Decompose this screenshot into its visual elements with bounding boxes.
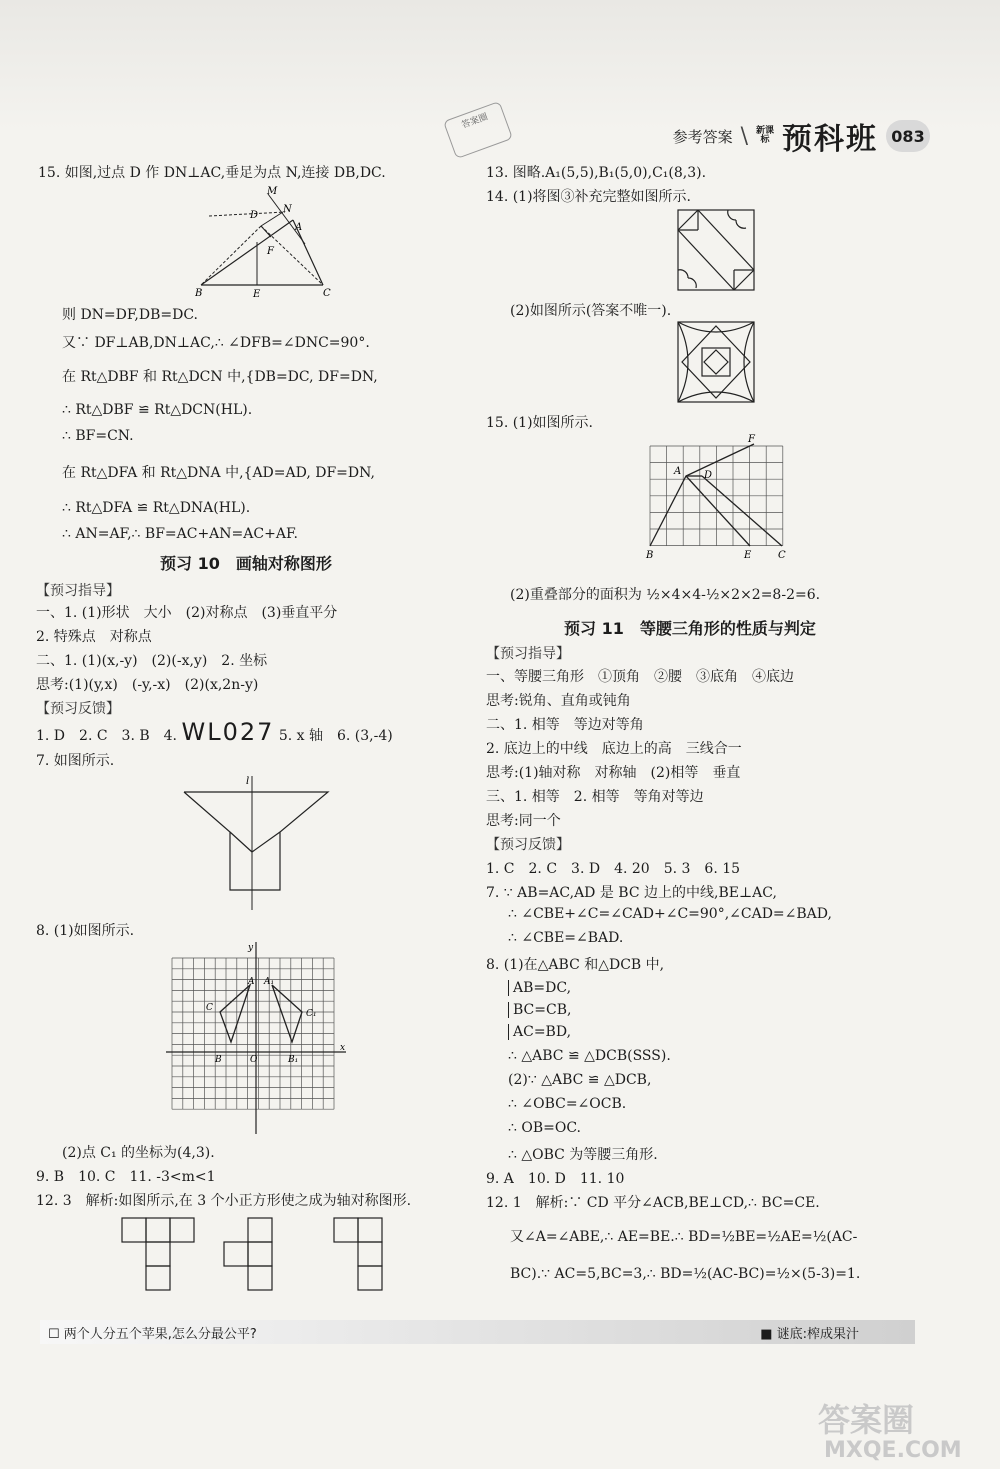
left-f2: 7. 如图所示. xyxy=(36,753,115,769)
right-f4: ∴ ∠CBE=∠BAD. xyxy=(508,930,624,946)
label-F-15: F xyxy=(748,434,755,445)
left-l9: ∴ AN=AF,∴ BF=AC+AN=AC+AF. xyxy=(62,526,298,542)
label-C-15: C xyxy=(778,550,786,561)
checkbox-icon: ☐ xyxy=(48,1326,64,1342)
riddle-answer: ■ 谜底:榨成果汁 xyxy=(760,1326,859,1342)
square-pattern-2 xyxy=(676,320,756,404)
label-B-grid: B xyxy=(215,1055,222,1065)
right-f6: AB=DC, xyxy=(508,980,571,996)
right-f7: BC=CB, xyxy=(508,1002,571,1018)
left-l8: ∴ Rt△DFA ≌ Rt△DNA(HL). xyxy=(62,500,251,516)
label-F: F xyxy=(267,246,274,257)
right-g4: 2. 底边上的中线 底边上的高 三线合一 xyxy=(486,741,742,757)
right-guide-heading: 【预习指导】 xyxy=(486,646,570,662)
label-A-grid: A xyxy=(248,977,255,987)
left-f1a: 1. D 2. C 3. B 4. xyxy=(36,728,178,744)
right-f2: 7. ∵ AB=AC,AD 是 BC 边上的中线,BE⊥AC, xyxy=(486,885,777,901)
left-feedback-heading: 【预习反馈】 xyxy=(36,701,120,717)
label-C: C xyxy=(323,288,331,299)
left-f6: 12. 3 解析:如图所示,在 3 个小正方形使之成为轴对称图形. xyxy=(36,1193,412,1209)
left-l3: 又∵ DF⊥AB,DN⊥AC,∴ ∠DFB=∠DNC=90°. xyxy=(62,335,370,351)
right-f3: ∴ ∠CBE+∠C=∠CAD+∠C=90°,∠CAD=∠BAD, xyxy=(508,906,832,922)
watermark-logo: 答案圈 xyxy=(818,1401,915,1439)
label-B1: B₁ xyxy=(288,1055,299,1065)
label-l: l xyxy=(246,776,250,787)
left-guide-heading: 【预习指导】 xyxy=(36,583,120,599)
header-mini: 新课标 xyxy=(756,126,775,145)
right-f10: (2)∵ △ABC ≌ △DCB, xyxy=(508,1072,652,1088)
right-feedback-heading: 【预习反馈】 xyxy=(486,837,570,853)
left-g4: 思考:(1)(y,x) (-y,-x) (2)(x,2n-y) xyxy=(36,677,259,693)
label-C1: C₁ xyxy=(306,1009,317,1019)
right-r5: (2)重叠部分的面积为 ½×4×4-½×2×2=8-2=6. xyxy=(510,587,821,603)
label-y: y xyxy=(248,943,254,953)
left-l2: 则 DN=DF,DB=DC. xyxy=(62,307,198,323)
label-C-grid: C xyxy=(206,1003,213,1013)
right-f14: 9. A 10. D 11. 10 xyxy=(486,1171,625,1187)
left-f1c: 5. x 轴 6. (3,-4) xyxy=(278,728,393,744)
page-header xyxy=(673,116,930,156)
right-f5: 8. (1)在△ABC 和△DCB 中, xyxy=(486,957,665,973)
left-l7: 在 Rt△DFA 和 Rt△DNA 中,{AD=AD, DF=DN, xyxy=(62,465,375,481)
label-B-15: B xyxy=(646,550,654,561)
section-title-10: 预习 10 画轴对称图形 xyxy=(160,554,332,573)
section-title-11: 预习 11 等腰三角形的性质与判定 xyxy=(564,619,816,638)
left-f4: (2)点 C₁ 的坐标为(4,3). xyxy=(62,1145,215,1161)
coordinate-grid-figure xyxy=(160,940,350,1136)
riddle-question: ☐ 两个人分五个苹果,怎么分最公平? xyxy=(48,1326,257,1342)
brand-title: 预科班 xyxy=(782,122,878,157)
right-g2: 思考:锐角、直角或钝角 xyxy=(486,693,631,709)
watermark-url: MXQE.COM xyxy=(824,1438,962,1463)
left-f1 xyxy=(36,718,393,746)
label-D: D xyxy=(250,210,259,221)
left-g3: 二、1. (1)(x,-y) (2)(-x,y) 2. 坐标 xyxy=(36,653,268,669)
right-f9: ∴ △ABC ≌ △DCB(SSS). xyxy=(508,1048,671,1064)
left-l5: ∴ Rt△DBF ≌ Rt△DCN(HL). xyxy=(62,402,253,418)
right-f17: BC).∵ AC=5,BC=3,∴ BD=½(AC-BC)=½×(5-3)=1. xyxy=(510,1266,861,1282)
right-f11: ∴ ∠OBC=∠OCB. xyxy=(508,1096,627,1112)
left-g1: 一、1. (1)形状 大小 (2)对称点 (3)垂直平分 xyxy=(36,605,338,621)
riddle-bar xyxy=(40,1320,915,1344)
right-f13: ∴ △OBC 为等腰三角形. xyxy=(508,1147,658,1163)
left-f5: 9. B 10. C 11. -3<m<1 xyxy=(36,1169,216,1185)
label-B: B xyxy=(195,288,203,299)
square-pattern-1 xyxy=(676,208,756,292)
page-number: 083 xyxy=(886,120,930,152)
label-O: O xyxy=(250,1055,258,1065)
label-x: x xyxy=(340,1043,346,1053)
header-sep: \ xyxy=(740,123,748,149)
label-M: M xyxy=(267,186,278,197)
right-r4: 15. (1)如图所示. xyxy=(486,415,593,431)
label-E-15: E xyxy=(744,550,752,561)
funnel-figure xyxy=(180,772,332,912)
right-g3: 二、1. 相等 等边对等角 xyxy=(486,717,644,733)
left-f3: 8. (1)如图所示. xyxy=(36,923,135,939)
left-l6: ∴ BF=CN. xyxy=(62,428,134,444)
right-f12: ∴ OB=OC. xyxy=(508,1120,581,1136)
right-f1: 1. C 2. C 3. D 4. 20 5. 3 6. 15 xyxy=(486,861,741,877)
left-f1b: WL027 xyxy=(181,718,275,746)
label-E: E xyxy=(253,289,261,300)
right-r1: 13. 图略.A₁(5,5),B₁(5,0),C₁(8,3). xyxy=(486,165,707,181)
triangle-figure xyxy=(195,182,345,300)
header-ref: 参考答案 xyxy=(672,127,733,146)
right-f15: 12. 1 解析:∵ CD 平分∠ACB,BE⊥CD,∴ BC=CE. xyxy=(486,1195,820,1211)
right-r3: (2)如图所示(答案不唯一). xyxy=(510,303,672,319)
right-f16: 又∠A=∠ABE,∴ AE=BE.∴ BD=½BE=½AE=½(AC- xyxy=(510,1229,858,1245)
label-A: A xyxy=(295,222,303,233)
left-g2: 2. 特殊点 对称点 xyxy=(36,629,152,645)
label-A1: A₁ xyxy=(264,977,275,987)
symmetric-squares-figure xyxy=(118,1214,438,1296)
label-A-15: A xyxy=(674,466,682,477)
label-D-15: D xyxy=(704,470,713,481)
right-g7: 思考:同一个 xyxy=(486,813,561,829)
right-g5: 思考:(1)轴对称 对称轴 (2)相等 垂直 xyxy=(486,765,741,781)
grid-figure-15 xyxy=(642,432,802,564)
right-f8: AC=BD, xyxy=(508,1024,571,1040)
right-g6: 三、1. 相等 2. 相等 等角对等边 xyxy=(486,789,704,805)
right-r2: 14. (1)将图③补充完整如图所示. xyxy=(486,189,691,205)
right-g1: 一、等腰三角形 ①顶角 ②腰 ③底角 ④底边 xyxy=(486,669,794,685)
left-l1: 15. 如图,过点 D 作 DN⊥AC,垂足为点 N,连接 DB,DC. xyxy=(38,165,386,181)
square-bullet-icon: ■ xyxy=(760,1326,777,1342)
left-l4: 在 Rt△DBF 和 Rt△DCN 中,{DB=DC, DF=DN, xyxy=(62,369,378,385)
stamp-logo: 答案圈 xyxy=(443,101,513,159)
label-N: N xyxy=(283,204,292,215)
